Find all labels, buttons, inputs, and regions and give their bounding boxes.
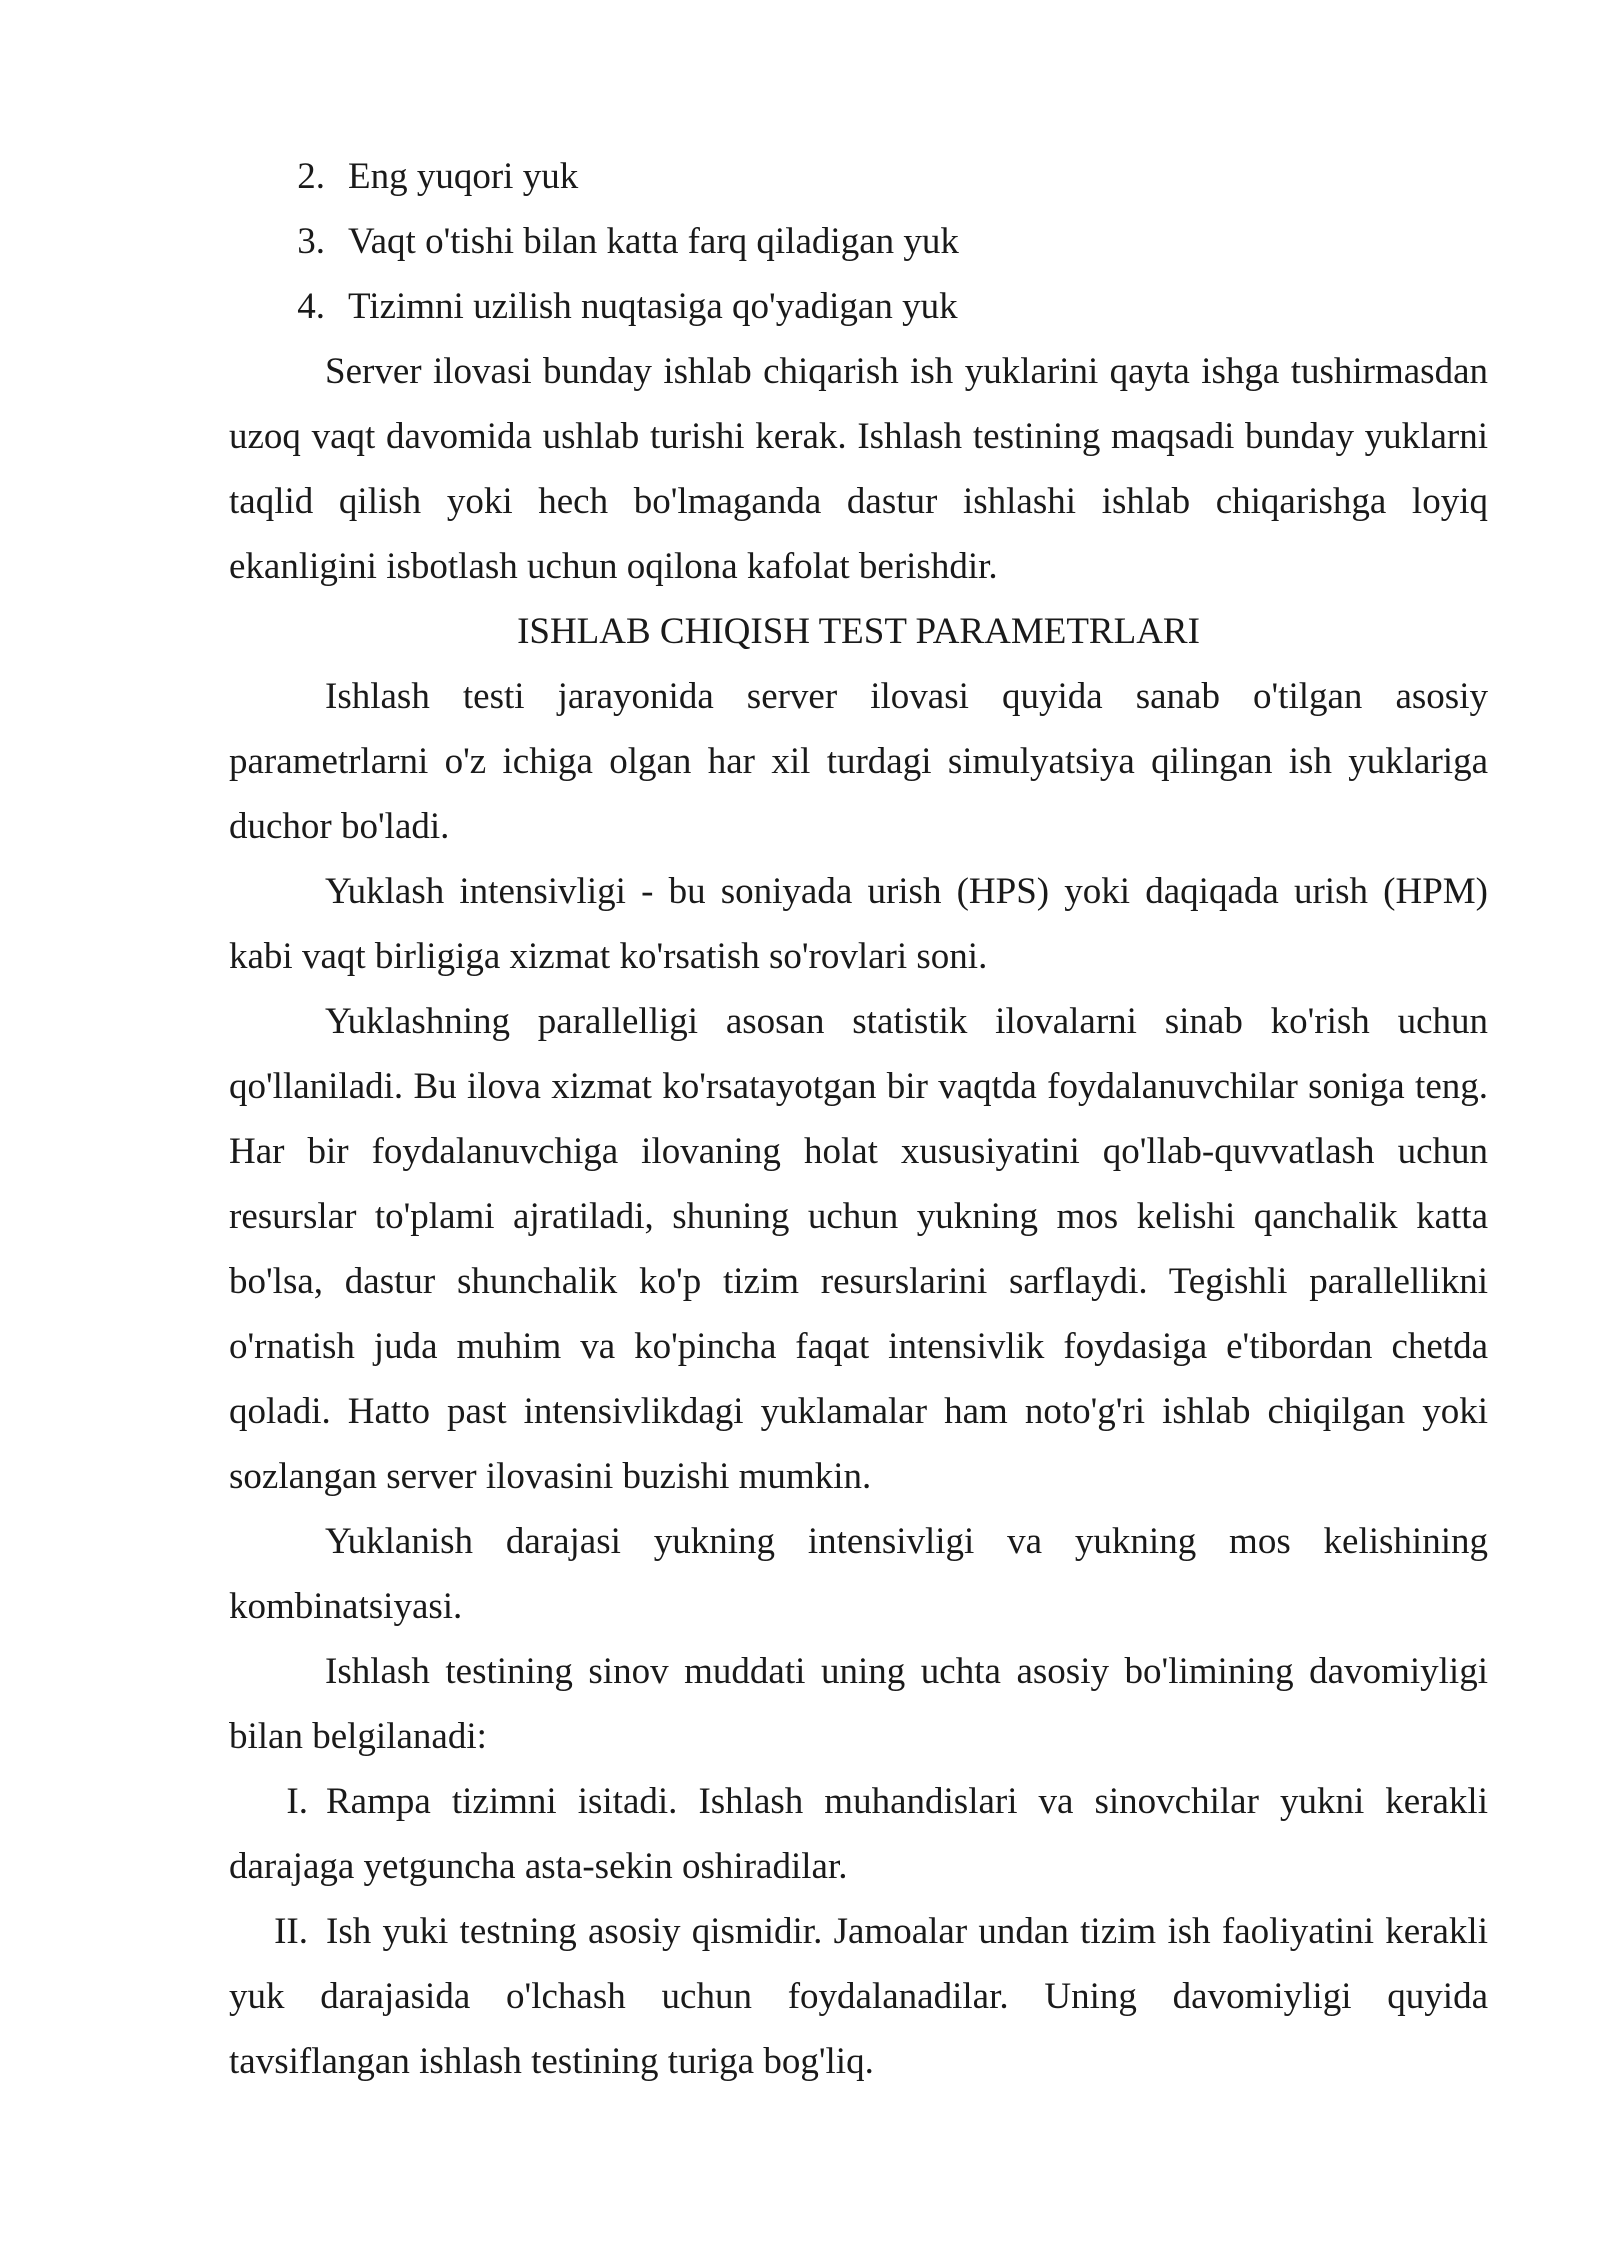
list-item [229,274,1488,339]
paragraph-load-level: Yuklanish darajasi yukning intensivligi va yukning mos kelishining kombinatsiyasi. [229,1521,1488,1627]
section-heading: ISHLAB CHIQISH TEST PARAMETRLARI [517,611,1200,652]
roman-list-item [229,1899,1488,2094]
list-item [229,144,1488,209]
roman-list-text: Ish yuki testning asosiy qismidir. Jamoalar undan tizim ish faoliyatini kerakli yuk darajasida o'lchash uchun foydalanadilar. Uning davomiyligi quyida tavsiflangan ishlash testining turiga bog'liq. [229,1911,1488,2082]
page-content [229,144,1488,2094]
roman-list-text: Rampa tizimni isitadi. Ishlash muhandislari va sinovchilar yukni kerakli darajaga yetguncha asta-sekin oshiradilar. [229,1781,1488,1887]
roman-list-item [229,1769,1488,1899]
paragraph-load-intensity: Yuklash intensivligi - bu soniyada urish (HPS) yoki daqiqada urish (HPM) kabi vaqt birligiga xizmat ko'rsatish so'rovlari soni. [229,871,1488,977]
paragraph-load-concurrency: Yuklashning parallelligi asosan statistik ilovalarni sinab ko'rish uchun qo'llaniladi. Bu ilova xizmat ko'rsatayotgan bir vaqtda foydalanuvchilar soniga teng. Har bir foydalanuvchiga ilovaning holat xususiyatini qo'llab-quvvatlash uchun resurslar to'plami ajratiladi, shuning uchun yukning mos kelishi qanchalik katta bo'lsa, dastur shunchalik ko'p tizim resurslarini sarflaydi. Tegishli parallellikni o'rnatish juda muhim va ko'pincha faqat intensivlik foydasiga e'tibordan chetda qoladi. Hatto past intensivlikdagi yuklamalar ham noto'g'ri ishlab chiqilgan yoki sozlangan server ilovasini buzishi mumkin. [229,1001,1488,1497]
list-item-text: Tizimni uzilish nuqtasiga qo'yadigan yuk [348,286,958,327]
list-item [229,209,1488,274]
paragraph-test-parameters: Ishlash testi jarayonida server ilovasi quyida sanab o'tilgan asosiy parametrlarni o'z ichiga olgan har xil turdagi simulyatsiya qilingan ish yuklariga duchor bo'ladi. [229,676,1488,847]
paragraph-server-workload: Server ilovasi bunday ishlab chiqarish ish yuklarini qayta ishga tushirmasdan uzoq vaqt davomida ushlab turishi kerak. Ishlash testining maqsadi bunday yuklarni taqlid qilish yoki hech bo'lmaganda dastur ishlashi ishlab chiqarishga loyiq ekanligini isbotlash uchun oqilona kafolat berishdir. [229,351,1488,587]
paragraph-test-duration: Ishlash testining sinov muddati uning uchta asosiy bo'limining davomiyligi bilan belgilanadi: [229,1651,1488,1757]
roman-list-number: II. [274,1911,308,1952]
list-item-text: Vaqt o'tishi bilan katta farq qiladigan yuk [348,221,959,262]
numbered-list [229,144,1488,339]
list-item-text: Eng yuqori yuk [348,156,579,197]
list-item-number: 3. [297,221,325,262]
list-item-number: 2. [297,156,325,197]
list-item-number: 4. [297,286,325,327]
roman-list-number: I. [286,1781,308,1822]
